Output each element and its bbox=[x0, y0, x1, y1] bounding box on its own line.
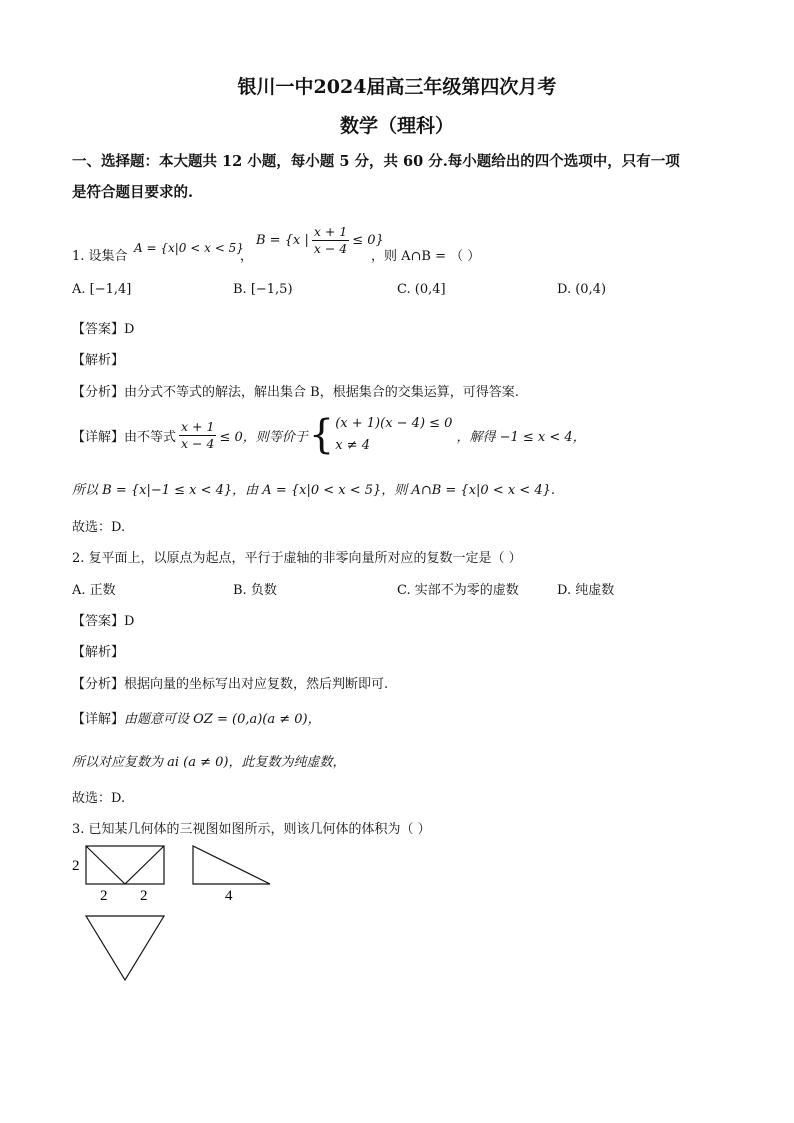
q1-option-d: D. (0,4) bbox=[557, 282, 607, 297]
q1-sep: ， bbox=[240, 249, 254, 264]
q2-detail-text: 由题意可设 OZ = (0,a)(a ≠ 0)， bbox=[124, 712, 321, 727]
q1-system-line1: (x + 1)(x − 4) ≤ 0 bbox=[335, 416, 453, 431]
q1-answer-value: D bbox=[124, 322, 135, 337]
q1-detail-c: ，解得 −1 ≤ x < 4， bbox=[456, 429, 586, 445]
q1-detail-a: 由不等式 bbox=[124, 429, 177, 445]
q2-conclusion: 故选：D. bbox=[72, 791, 126, 806]
front-view-height-label: 2 bbox=[72, 858, 80, 874]
q1-fenxi-text: 由分式不等式的解法，解出集合 B，根据集合的交集运算，可得答案. bbox=[124, 385, 519, 400]
q1-conclusion: 故选：D. bbox=[72, 520, 126, 535]
q1-set-b-num: x + 1 bbox=[313, 224, 348, 239]
q1-prefix: 1. 设集合 bbox=[72, 249, 128, 264]
front-view-rect bbox=[86, 846, 164, 884]
q2-answer bbox=[72, 610, 134, 629]
page-title: 银川一中2024届高三年级第四次月考 bbox=[237, 76, 557, 98]
q1-analysis-tag: 【解析】 bbox=[72, 353, 125, 368]
section-heading-line1: 一、选择题：本大题共 12 小题，每小题 5 分，共 60 分.每小题给出的四个选项中，只有一项 bbox=[72, 153, 680, 170]
q1-answer bbox=[72, 318, 134, 337]
q1-set-a: A = {x|0 < x < 5} bbox=[134, 241, 244, 255]
side-view-length-label: 4 bbox=[225, 888, 233, 904]
three-view-figure bbox=[60, 838, 290, 988]
front-view-width-label-left: 2 bbox=[100, 888, 108, 904]
q2-detail bbox=[72, 708, 321, 727]
q2-option-c: C. 实部不为零的虚数 bbox=[397, 583, 519, 598]
front-view-diagonal-right bbox=[125, 846, 164, 884]
q1-option-b: B. [−1,5) bbox=[233, 282, 293, 297]
side-view-triangle bbox=[193, 846, 270, 884]
top-view bbox=[86, 916, 164, 980]
q1-detail-b: ≤ 0，则等价于 bbox=[219, 429, 308, 445]
q1-option-a: A. [−1,4] bbox=[72, 282, 132, 297]
q1-set-b-rhs: ≤ 0} bbox=[352, 232, 384, 248]
q2-so-line: 所以对应复数为 ai (a ≠ 0)，此复数为纯虚数， bbox=[72, 755, 346, 770]
q1-detail-den: x − 4 bbox=[181, 435, 215, 451]
q2-stem: 2. 复平面上，以原点为起点，平行于虚轴的非零向量所对应的复数一定是（ ） bbox=[72, 551, 522, 566]
q2-option-b: B. 负数 bbox=[233, 583, 277, 598]
q1-fenxi bbox=[72, 381, 519, 400]
q1-set-b-lhs: B = {x | bbox=[256, 232, 309, 248]
q1-system bbox=[335, 413, 452, 457]
q3-stem: 3. 已知某几何体的三视图如图所示，则该几何体的体积为（ ） bbox=[72, 822, 431, 837]
q1-set-b-fraction bbox=[312, 224, 349, 256]
section-heading-line2: 是符合题目要求的. bbox=[72, 184, 194, 201]
q1-system-line2: x ≠ 4 bbox=[335, 438, 370, 453]
front-view-width-label-right: 2 bbox=[140, 888, 148, 904]
q1-suffix: ，则 A∩B = （ ） bbox=[371, 249, 481, 264]
q2-analysis-tag: 【解析】 bbox=[72, 645, 125, 660]
q2-option-a: A. 正数 bbox=[72, 583, 116, 598]
front-view-diagonal-left bbox=[86, 846, 125, 884]
q2-answer-value: D bbox=[124, 614, 135, 629]
q2-fenxi-tag: 【分析】 bbox=[72, 677, 125, 692]
q2-fenxi bbox=[72, 673, 388, 692]
q1-fenxi-tag: 【分析】 bbox=[72, 385, 125, 400]
q1-answer-tag: 【答案】 bbox=[72, 322, 125, 337]
front-view bbox=[72, 846, 164, 904]
q1-detail-fraction bbox=[179, 419, 216, 451]
q2-fenxi-text: 根据向量的坐标写出对应复数，然后判断即可. bbox=[124, 677, 389, 692]
q1-set-b bbox=[256, 224, 384, 256]
q2-option-d: D. 纯虚数 bbox=[557, 583, 615, 598]
subject-title: 数学（理科） bbox=[339, 115, 454, 137]
q1-detail bbox=[72, 412, 586, 458]
side-view bbox=[193, 846, 270, 904]
q1-so-line: 所以 B = {x|−1 ≤ x < 4}，由 A = {x|0 < x < 5}，则 A∩B = {x|0 < x < 4}. bbox=[72, 483, 555, 498]
q1-detail-num: x + 1 bbox=[181, 418, 215, 434]
q1-system-brace: { bbox=[308, 412, 335, 458]
q1-detail-tag: 【详解】 bbox=[72, 429, 125, 445]
q2-detail-tag: 【详解】 bbox=[72, 712, 125, 727]
q1-option-c: C. (0,4] bbox=[397, 282, 446, 297]
top-view-triangle bbox=[86, 916, 164, 980]
q2-answer-tag: 【答案】 bbox=[72, 614, 125, 629]
q1-set-b-den: x − 4 bbox=[313, 240, 348, 256]
